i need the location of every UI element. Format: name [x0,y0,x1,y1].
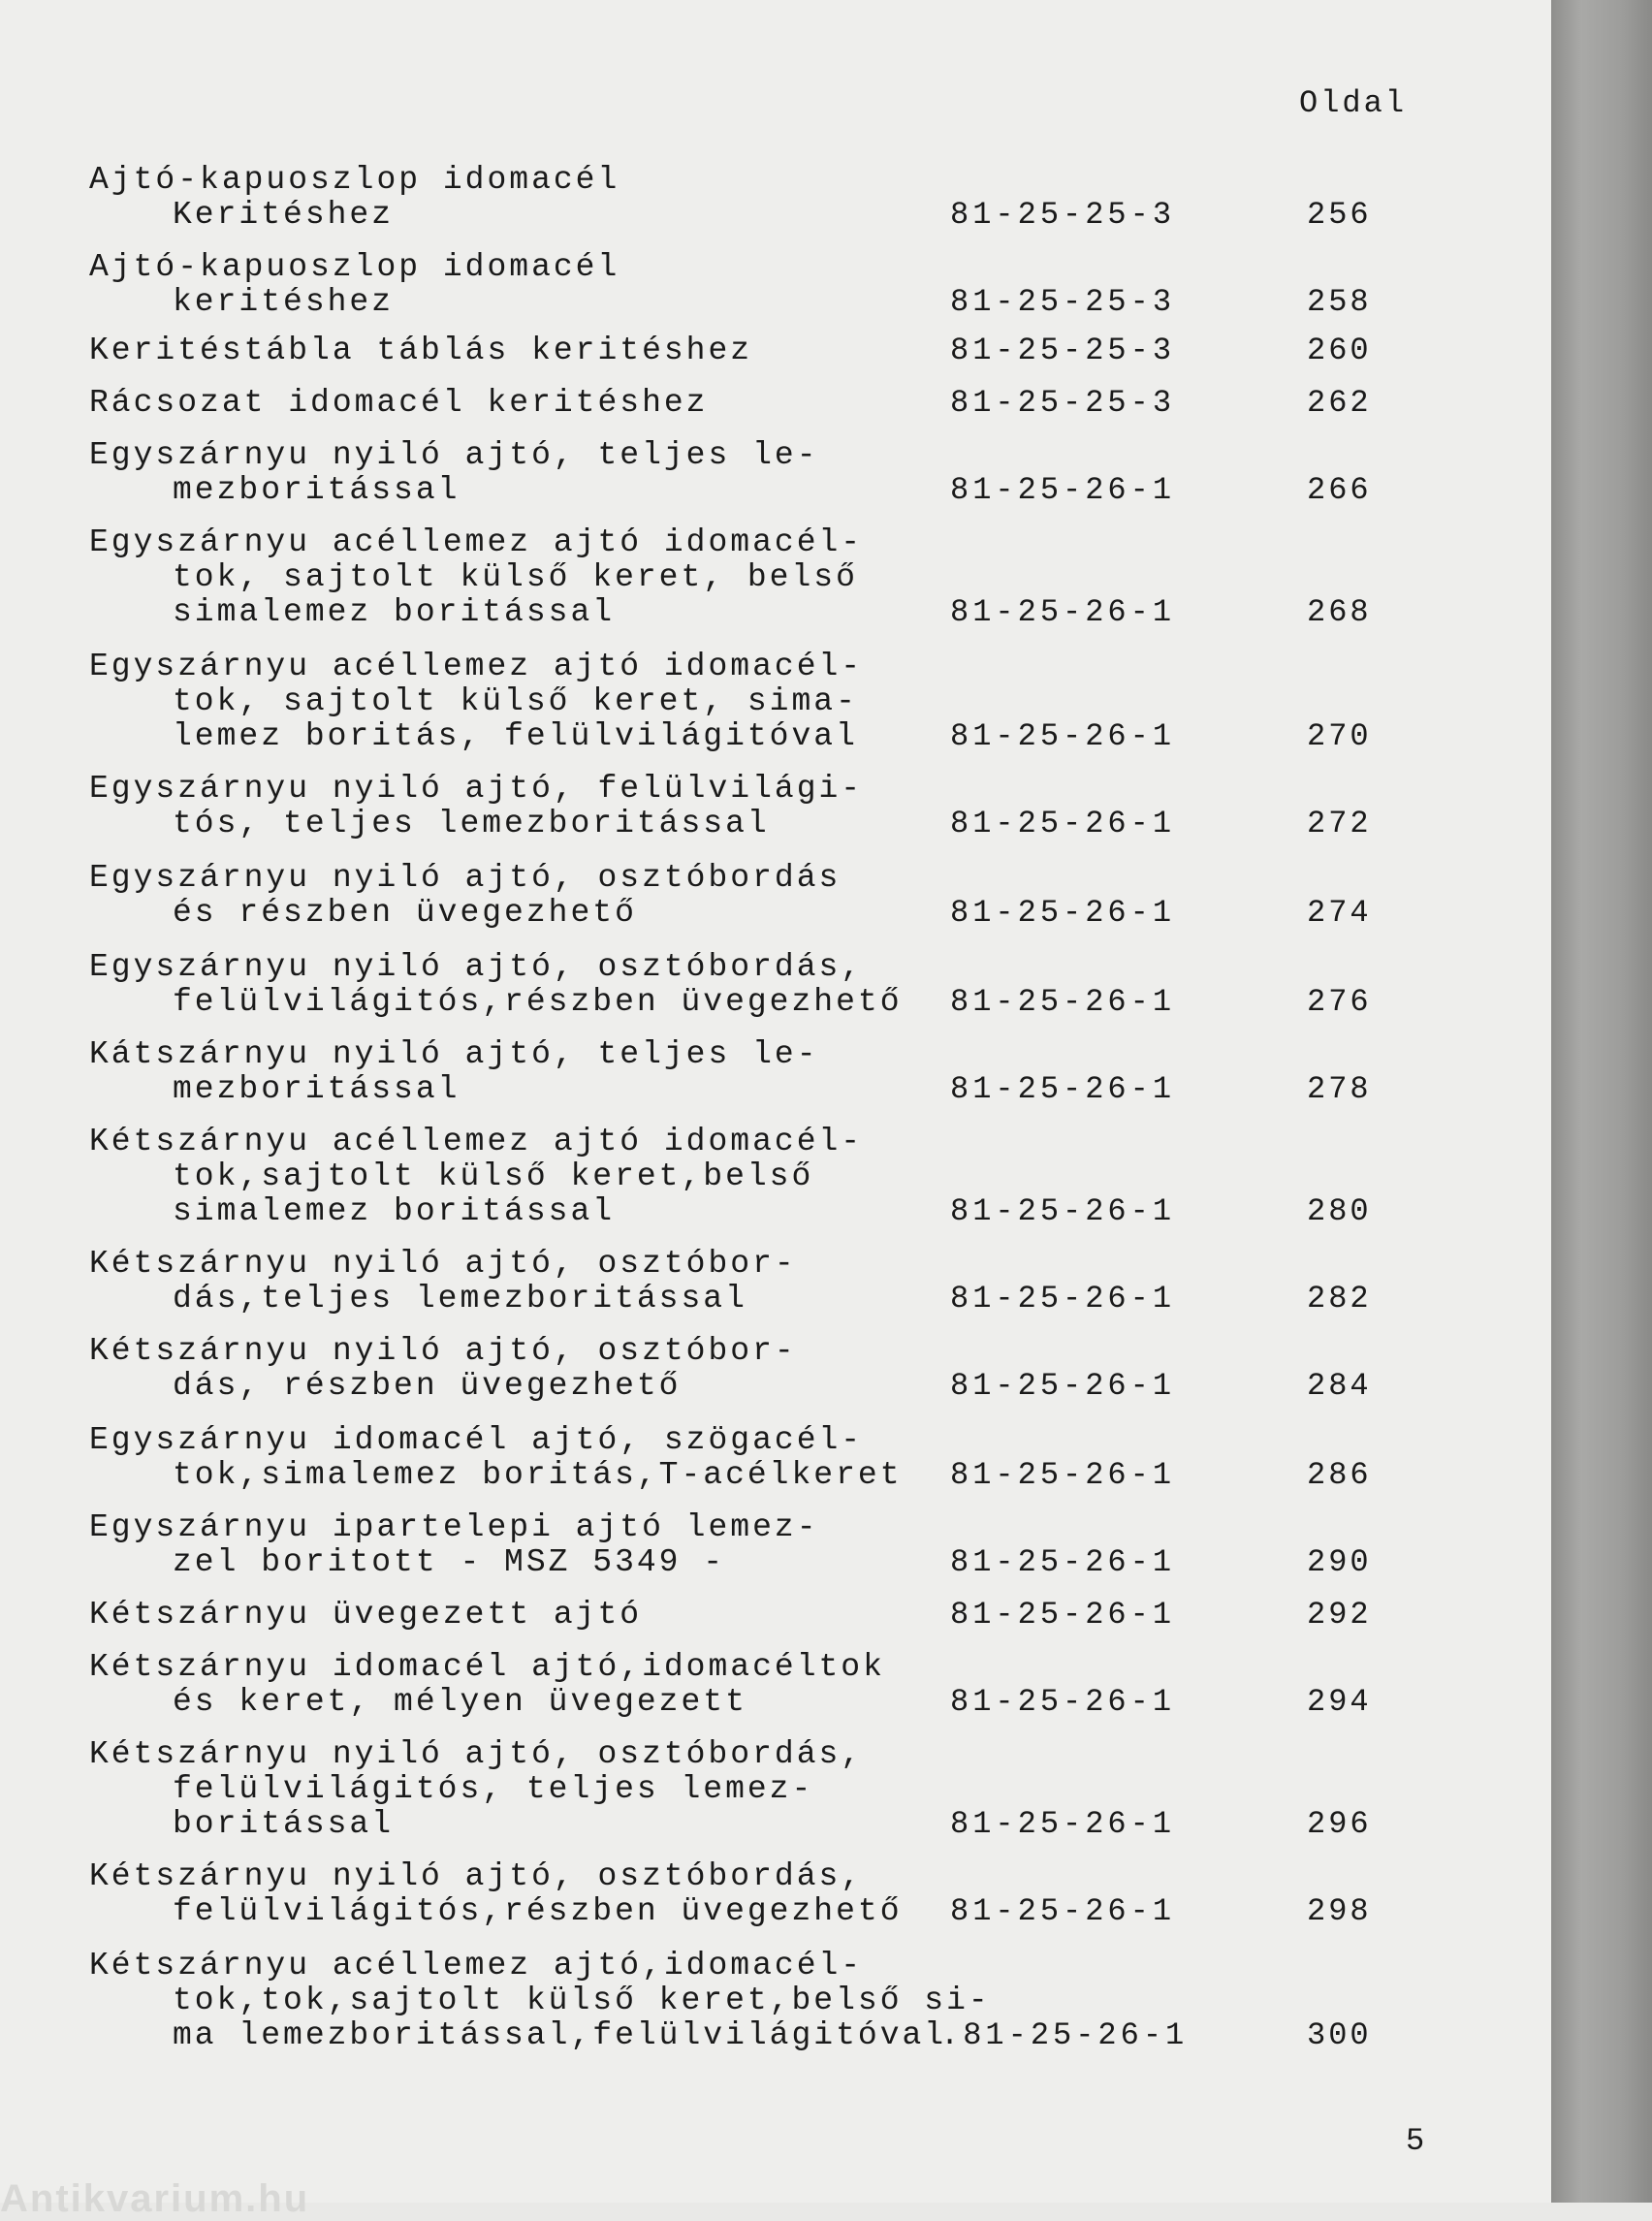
entry-code: 81-25-26-1 [950,1806,1176,1842]
entry-page-number: 280 [1307,1193,1372,1229]
entry-title [89,1334,1446,1404]
entry-code: 81-25-26-1 [950,1893,1176,1929]
toc-entry [89,772,1446,841]
toc-entry [89,386,1446,421]
entry-code: 81-25-26-1 [950,1597,1176,1633]
toc-entry [89,650,1446,754]
entry-title [89,1949,1446,2053]
entry-title-line: Kétszárnyu acéllemez ajtó,idomacél- [89,1948,864,1983]
entry-title-line: simalemez boritással [173,594,616,630]
toc-entry [89,1650,1446,1720]
toc-entry [89,525,1446,630]
entry-page-number: 256 [1307,197,1372,233]
entry-title-line: és részben üvegezhető [173,895,637,931]
entry-title-line: Egyszárnyu nyiló ajtó, osztóbordás [89,860,842,896]
entry-title [89,650,1446,754]
entry-title-line: Kétszárnyu üvegezett ajtó [89,1597,643,1633]
entry-code: 81-25-26-1 [950,1193,1176,1229]
entry-title-line: Egyszárnyu nyiló ajtó, teljes le- [89,437,819,473]
entry-title [89,333,1446,368]
entry-title [89,250,1446,320]
entry-title-line: dás,teljes lemezboritással [173,1281,747,1317]
entry-title [89,1125,1446,1229]
entry-title [89,1037,1446,1107]
toc-entry [89,950,1446,1020]
entry-title-line: Keritéstábla táblás keritéshez [89,333,753,368]
entry-title-line: felülvilágitós, teljes lemez- [173,1771,814,1807]
entry-title-line: Ajtó-kapuoszlop idomacél [89,162,620,198]
toc-entry [89,1510,1446,1580]
toc-entry [89,1037,1446,1107]
entry-title-line: Egyszárnyu nyiló ajtó, felülvilági- [89,771,864,807]
entry-page-number: 272 [1307,806,1372,841]
entry-page-number: 292 [1307,1597,1372,1633]
entry-code: 81-25-26-1 [950,1071,1176,1107]
toc-entry [89,333,1446,368]
entry-page-number: 262 [1307,385,1372,421]
entry-code: .81-25-26-1 [940,2017,1189,2053]
entry-title-line: lemez boritás, felülvilágitóval [173,718,858,754]
entry-title-line: keritéshez [173,284,395,320]
entry-code: 81-25-26-1 [950,594,1176,630]
entry-title-line: Rácsozat idomacél keritéshez [89,385,709,421]
entry-code: 81-25-25-3 [950,333,1176,368]
entry-code: 81-25-26-1 [950,984,1176,1020]
entry-title-line: zel boritott - MSZ 5349 - [173,1544,726,1580]
entry-title-line: boritással [173,1806,395,1842]
entry-page-number: 284 [1307,1368,1372,1404]
entry-title [89,163,1446,233]
entry-code: 81-25-26-1 [950,1457,1176,1493]
entry-title [89,950,1446,1020]
entry-code: 81-25-26-1 [950,1544,1176,1580]
entry-title-line: Egyszárnyu ipartelepi ajtó lemez- [89,1509,819,1545]
entry-title [89,438,1446,508]
page-column-header: Oldal [1299,85,1408,121]
entry-code: 81-25-26-1 [950,472,1176,508]
entry-title-line: Egyszárnyu acéllemez ajtó idomacél- [89,649,864,684]
entry-title-line: mezboritással [173,1071,461,1107]
entry-title-line: Kétszárnyu nyiló ajtó, osztóbordás, [89,1858,864,1894]
entry-title [89,1423,1446,1493]
entry-code: 81-25-26-1 [950,718,1176,754]
entry-title [89,772,1446,841]
entry-title [89,1737,1446,1842]
entry-code: 81-25-26-1 [950,1684,1176,1720]
entry-page-number: 300 [1307,2017,1372,2053]
toc-entry [89,1859,1446,1929]
entry-title-line: tok, sajtolt külső keret, sima- [173,683,858,719]
entry-title-line: simalemez boritással [173,1193,616,1229]
toc-entry [89,1334,1446,1404]
entry-page-number: 290 [1307,1544,1372,1580]
entry-page-number: 282 [1307,1281,1372,1317]
toc-entry [89,163,1446,233]
book-binding-edge [1551,0,1652,2203]
entry-title-line: felülvilágitós,részben üvegezhető [173,984,903,1020]
entry-title [89,1247,1446,1317]
toc-entry [89,1423,1446,1493]
entry-title [89,861,1446,931]
entry-code: 81-25-25-3 [950,284,1176,320]
entry-page-number: 260 [1307,333,1372,368]
entry-code: 81-25-26-1 [950,895,1176,931]
entry-page-number: 268 [1307,594,1372,630]
entry-page-number: 258 [1307,284,1372,320]
entry-title [89,1598,1446,1633]
entry-title-line: Ajtó-kapuoszlop idomacél [89,249,620,285]
toc-entry [89,1598,1446,1633]
entry-title-line: tok, sajtolt külső keret, belső [173,559,858,595]
entry-title-line: mezboritással [173,472,461,508]
entry-title-line: Egyszárnyu acéllemez ajtó idomacél- [89,524,864,560]
entry-title-line: Kétszárnyu nyiló ajtó, osztóbor- [89,1246,797,1282]
entry-page-number: 278 [1307,1071,1372,1107]
entry-code: 81-25-26-1 [950,1281,1176,1317]
entry-title [89,1859,1446,1929]
toc-entry [89,1737,1446,1842]
entry-page-number: 276 [1307,984,1372,1020]
entry-title-line: Keritéshez [173,197,395,233]
toc-entry [89,438,1446,508]
entry-title-line: tok,simalemez boritás,T-acélkeret [173,1457,903,1493]
entry-title-line: dás, részben üvegezhető [173,1368,682,1404]
entry-code: 81-25-25-3 [950,385,1176,421]
toc-entry [89,250,1446,320]
entry-title-line: Egyszárnyu nyiló ajtó, osztóbordás, [89,949,864,985]
watermark: Antikvarium.hu [0,2177,310,2220]
entry-title-line: felülvilágitós,részben üvegezhető [173,1893,903,1929]
entry-title-line: Kétszárnyu acéllemez ajtó idomacél- [89,1124,864,1159]
toc-entry [89,1949,1446,2053]
entry-page-number: 286 [1307,1457,1372,1493]
entry-title-line: ma lemezboritással,felülvilágitóval [173,2017,947,2053]
entry-page-number: 298 [1307,1893,1372,1929]
entry-title [89,525,1446,630]
entry-page-number: 266 [1307,472,1372,508]
entry-code: 81-25-26-1 [950,806,1176,841]
entry-title-line: Kétszárnyu nyiló ajtó, osztóbordás, [89,1736,864,1772]
entry-title [89,1510,1446,1580]
entry-page-number: 270 [1307,718,1372,754]
toc-entry [89,861,1446,931]
entry-title-line: Kétszárnyu nyiló ajtó, osztóbor- [89,1333,797,1369]
entry-page-number: 274 [1307,895,1372,931]
entry-title-line: tós, teljes lemezboritással [173,806,770,841]
entry-code: 81-25-25-3 [950,197,1176,233]
toc-entry [89,1247,1446,1317]
entry-code: 81-25-26-1 [950,1368,1176,1404]
entry-page-number: 296 [1307,1806,1372,1842]
entry-title-line: és keret, mélyen üvegezett [173,1684,747,1720]
entry-title [89,1650,1446,1720]
entry-page-number: 294 [1307,1684,1372,1720]
entry-title-line: Kétszárnyu idomacél ajtó,idomacéltok [89,1649,885,1685]
page-number: 5 [1406,2123,1425,2159]
entry-title-line: tok,tok,sajtolt külső keret,belső si- [173,1983,991,2018]
entry-title-line: tok,sajtolt külső keret,belső [173,1158,814,1194]
toc-entry [89,1125,1446,1229]
entry-title [89,386,1446,421]
entry-title-line: Kátszárnyu nyiló ajtó, teljes le- [89,1036,819,1072]
entry-title-line: Egyszárnyu idomacél ajtó, szögacél- [89,1422,864,1458]
